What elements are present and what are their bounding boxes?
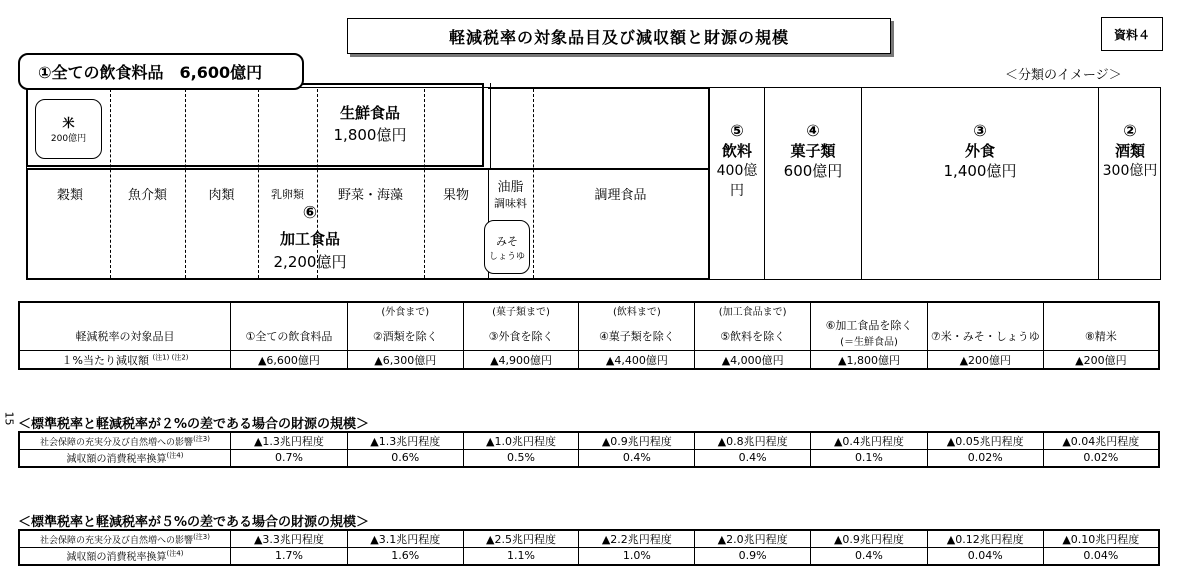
table-header-cell bbox=[347, 302, 463, 351]
table-cell: ▲0.9兆円程度 bbox=[811, 530, 928, 548]
category-label: 調理食品 bbox=[594, 188, 647, 203]
divider bbox=[1098, 87, 1099, 280]
row-note: (注3) bbox=[193, 533, 210, 541]
table-cell: ▲6,300億円 bbox=[347, 351, 463, 370]
table-cell: ▲1.3兆円程度 bbox=[231, 432, 348, 450]
table-cell: ▲4,000億円 bbox=[695, 351, 811, 370]
table-cell: 0.5% bbox=[463, 450, 579, 467]
table-cell: ▲1.3兆円程度 bbox=[347, 432, 463, 450]
finance-table-2pct bbox=[18, 431, 1160, 468]
rice-label: 米 bbox=[62, 116, 75, 130]
header-label: ①全ての飲食料品 bbox=[245, 330, 333, 343]
category-label: 野菜・海藻 bbox=[337, 188, 403, 203]
sweets-name: 菓子類 bbox=[790, 142, 836, 160]
table-row bbox=[19, 530, 1159, 548]
table-row bbox=[19, 351, 1159, 370]
table-header-cell bbox=[1043, 302, 1159, 351]
row-label-cell bbox=[19, 432, 231, 450]
category-label: 穀類 bbox=[56, 188, 83, 203]
table-cell: 1.7% bbox=[231, 548, 348, 565]
header-sub: (＝生鮮食品) bbox=[840, 337, 898, 348]
shoyu-label: しょうゆ bbox=[488, 251, 525, 262]
table-cell: 0.9% bbox=[695, 548, 811, 565]
row-label-cell bbox=[19, 351, 231, 370]
header-label: ②酒類を除く bbox=[372, 330, 438, 343]
rice-amount: 200億円 bbox=[50, 134, 87, 144]
table-cell: 0.6% bbox=[347, 450, 463, 467]
processed-food-number: ⑥ bbox=[302, 203, 318, 223]
sweets-number: ④ bbox=[806, 121, 820, 140]
table-cell: 0.4% bbox=[579, 450, 695, 467]
eating-out-amount: 1,400億円 bbox=[943, 162, 1017, 180]
table-cell: ▲4,900億円 bbox=[463, 351, 579, 370]
table-cell: 1.0% bbox=[579, 548, 695, 565]
header-note: (加工食品まで) bbox=[718, 307, 787, 318]
processed-food-top bbox=[488, 87, 710, 169]
drinks-name: 飲料 bbox=[721, 142, 752, 160]
fresh-food-amount: 1,800億円 bbox=[333, 126, 407, 144]
all-food-label: ①全ての飲食料品 6,600億円 bbox=[18, 53, 304, 90]
table-cell: ▲1.0兆円程度 bbox=[463, 432, 579, 450]
header-label: 軽減税率の対象品目 bbox=[75, 330, 175, 343]
table-header-cell bbox=[231, 302, 348, 351]
category-label: 油脂 bbox=[497, 180, 524, 195]
divider bbox=[861, 87, 862, 280]
row-label: １%当たり減収額 bbox=[61, 353, 149, 367]
page-number: 15 bbox=[2, 411, 16, 426]
row-note: (注3) bbox=[193, 435, 210, 443]
table-cell: ▲2.0兆円程度 bbox=[695, 530, 811, 548]
table-cell: 0.02% bbox=[927, 450, 1043, 467]
table-cell: 0.04% bbox=[927, 548, 1043, 565]
header-note: (外食まで) bbox=[381, 307, 430, 318]
sweets-column bbox=[765, 121, 861, 181]
section-title-5pct: ＜標準税率と軽減税率が５%の差である場合の財源の規模＞ bbox=[18, 515, 370, 530]
row-label: 社会保障の充実分及び自然増への影響 bbox=[40, 536, 194, 546]
alcohol-number: ② bbox=[1123, 121, 1137, 140]
table-header-row bbox=[19, 302, 1159, 351]
table-cell: ▲200億円 bbox=[1043, 351, 1159, 370]
section-title-2pct: ＜標準税率と軽減税率が２%の差である場合の財源の規模＞ bbox=[18, 417, 370, 432]
table-header-cell bbox=[811, 302, 928, 351]
image-note: ＜分類のイメージ＞ bbox=[1005, 68, 1122, 83]
table-row bbox=[19, 548, 1159, 565]
table-cell: 0.4% bbox=[811, 548, 928, 565]
table-cell: ▲3.3兆円程度 bbox=[231, 530, 348, 548]
row-note: (注4) bbox=[166, 451, 184, 460]
table-cell: 0.7% bbox=[231, 450, 348, 467]
table-cell: ▲4,400億円 bbox=[579, 351, 695, 370]
drinks-column bbox=[710, 121, 764, 201]
table-cell: ▲0.4兆円程度 bbox=[811, 432, 928, 450]
table-row bbox=[19, 450, 1159, 467]
header-note: (菓子類まで) bbox=[492, 307, 550, 318]
table-cell: 1.6% bbox=[347, 548, 463, 565]
row-note: (注1) (注2) bbox=[152, 352, 189, 361]
eating-out-name: 外食 bbox=[964, 142, 995, 160]
table-cell: ▲3.1兆円程度 bbox=[347, 530, 463, 548]
table-cell: ▲1,800億円 bbox=[811, 351, 928, 370]
alcohol-name: 酒類 bbox=[1114, 142, 1145, 160]
miso-shoyu-box bbox=[484, 220, 530, 274]
category-label: 調味料 bbox=[494, 197, 527, 210]
header-label: ④菓子類を除く bbox=[598, 330, 675, 343]
table-cell: ▲0.10兆円程度 bbox=[1043, 530, 1159, 548]
row-label-cell bbox=[19, 530, 231, 548]
drinks-amount: 400億円 bbox=[716, 163, 758, 199]
miso-label: みそ bbox=[496, 234, 518, 248]
table-cell: ▲0.05兆円程度 bbox=[927, 432, 1043, 450]
table-header-cell bbox=[695, 302, 811, 351]
sweets-amount: 600億円 bbox=[783, 162, 843, 180]
row-label: 減収額の消費税率換算 bbox=[66, 454, 167, 466]
divider bbox=[764, 87, 765, 280]
table-cell: 0.04% bbox=[1043, 548, 1159, 565]
table-row bbox=[19, 432, 1159, 450]
rice-box bbox=[35, 99, 102, 159]
table-cell: ▲2.2兆円程度 bbox=[579, 530, 695, 548]
processed-food-name: 加工食品 bbox=[279, 230, 340, 248]
header-label: ⑤飲料を除く bbox=[720, 330, 786, 343]
category-label: 乳卵類 bbox=[271, 188, 304, 201]
category-label: 肉類 bbox=[208, 188, 235, 203]
header-note: (飲料まで) bbox=[612, 307, 661, 318]
fresh-food-name: 生鮮食品 bbox=[339, 104, 400, 122]
drinks-number: ⑤ bbox=[730, 121, 744, 140]
row-label-cell bbox=[19, 548, 231, 565]
table-cell: ▲200億円 bbox=[927, 351, 1043, 370]
document-label: 資料４ bbox=[1101, 17, 1163, 51]
processed-food-amount: 2,200億円 bbox=[273, 253, 347, 271]
table-cell: 0.1% bbox=[811, 450, 928, 467]
page-title: 軽減税率の対象品目及び減収額と財源の規模 bbox=[347, 18, 891, 54]
header-label: ⑧精米 bbox=[1084, 330, 1117, 343]
table-header-cell bbox=[19, 302, 231, 351]
table-cell: ▲6,600億円 bbox=[231, 351, 348, 370]
row-label-cell bbox=[19, 450, 231, 467]
divider bbox=[258, 89, 259, 278]
eating-out-column bbox=[862, 121, 1098, 181]
header-label: ⑥加工食品を除く bbox=[825, 319, 913, 332]
table-cell: ▲0.9兆円程度 bbox=[579, 432, 695, 450]
table-cell: 1.1% bbox=[463, 548, 579, 565]
reduction-table bbox=[18, 301, 1160, 370]
table-cell: ▲0.8兆円程度 bbox=[695, 432, 811, 450]
row-note: (注4) bbox=[166, 549, 184, 558]
table-cell: 0.4% bbox=[695, 450, 811, 467]
table-header-cell bbox=[579, 302, 695, 351]
table-cell: ▲2.5兆円程度 bbox=[463, 530, 579, 548]
row-label: 社会保障の充実分及び自然増への影響 bbox=[40, 438, 194, 448]
row-label: 減収額の消費税率換算 bbox=[66, 552, 167, 564]
alcohol-amount: 300億円 bbox=[1102, 163, 1158, 179]
category-label: 魚介類 bbox=[127, 188, 167, 203]
finance-table-5pct bbox=[18, 529, 1160, 566]
table-cell: ▲0.12兆円程度 bbox=[927, 530, 1043, 548]
category-label: 果物 bbox=[442, 188, 469, 203]
header-label: ③外食を除く bbox=[488, 330, 554, 343]
table-header-cell bbox=[463, 302, 579, 351]
table-cell: ▲0.04兆円程度 bbox=[1043, 432, 1159, 450]
eating-out-number: ③ bbox=[973, 121, 987, 140]
alcohol-column bbox=[1099, 121, 1161, 181]
table-header-cell bbox=[927, 302, 1043, 351]
header-label: ⑦米・みそ・しょうゆ bbox=[930, 330, 1040, 343]
table-cell: 0.02% bbox=[1043, 450, 1159, 467]
